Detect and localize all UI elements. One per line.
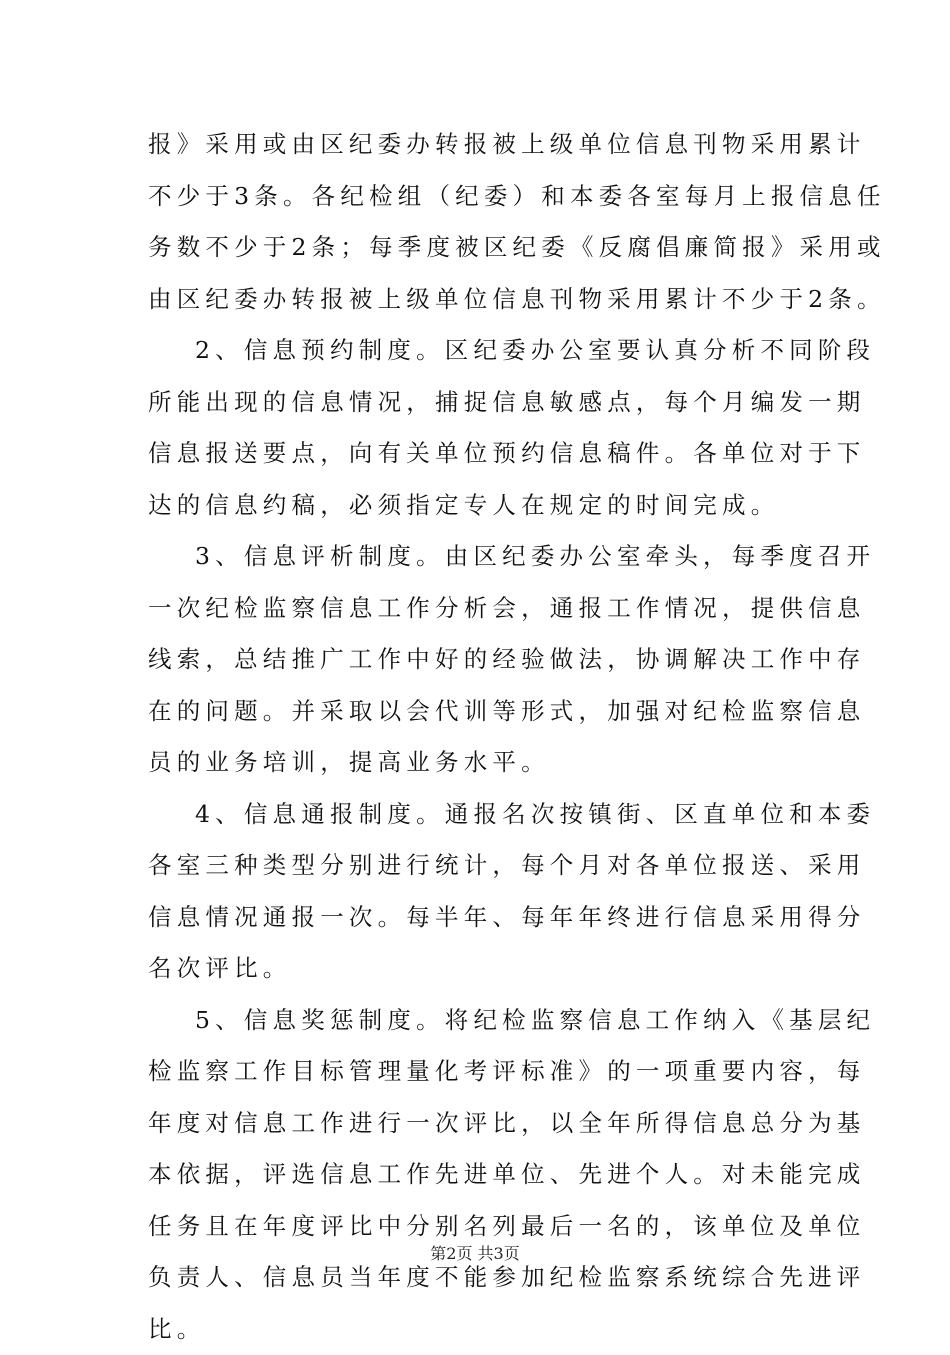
paragraph-start-line: 2、信息预约制度。区纪委办公室要认真分析不同阶段 [148,325,812,377]
text-line: 不少于3条。各纪检组（纪委）和本委各室每月上报信息任 [148,171,812,223]
paragraph-start-line: 3、信息评析制度。由区纪委办公室牵头，每季度召开 [148,531,812,583]
text-line: 达的信息约稿，必须指定专人在规定的时间完成。 [148,480,812,532]
text-line: 负责人、信息员当年度不能参加纪检监察系统综合先进评 [148,1252,812,1304]
text-line: 所能出现的信息情况，捕捉信息敏感点，每个月编发一期 [148,377,812,429]
text-line: 员的业务培训，提高业务水平。 [148,737,812,789]
text-line: 比。 [148,1304,812,1355]
text-line: 务数不少于2条；每季度被区纪委《反腐倡廉简报》采用或 [148,222,812,274]
text-line: 各室三种类型分别进行统计，每个月对各单位报送、采用 [148,840,812,892]
text-line: 报》采用或由区纪委办转报被上级单位信息刊物采用累计 [148,119,812,171]
paragraph-start-line: 5、信息奖惩制度。将纪检监察信息工作纳入《基层纪 [148,995,812,1047]
text-line: 由区纪委办转报被上级单位信息刊物采用累计不少于2条。 [148,274,812,326]
document-body [148,119,812,1355]
text-line: 线索，总结推广工作中好的经验做法，协调解决工作中存 [148,634,812,686]
text-line: 年度对信息工作进行一次评比，以全年所得信息总分为基 [148,1098,812,1150]
paragraph-start-line: 4、信息通报制度。通报名次按镇街、区直单位和本委 [148,789,812,841]
text-line: 检监察工作目标管理量化考评标准》的一项重要内容，每 [148,1046,812,1098]
page-number-footer: 第2页 共3页 [0,1241,950,1264]
text-line: 在的问题。并采取以会代训等形式，加强对纪检监察信息 [148,686,812,738]
text-line: 一次纪检监察信息工作分析会，通报工作情况，提供信息 [148,583,812,635]
text-line: 任务且在年度评比中分别名列最后一名的，该单位及单位 [148,1201,812,1253]
text-line: 信息报送要点，向有关单位预约信息稿件。各单位对于下 [148,428,812,480]
text-line: 信息情况通报一次。每半年、每年年终进行信息采用得分 [148,892,812,944]
text-line: 名次评比。 [148,943,812,995]
text-line: 本依据，评选信息工作先进单位、先进个人。对未能完成 [148,1149,812,1201]
